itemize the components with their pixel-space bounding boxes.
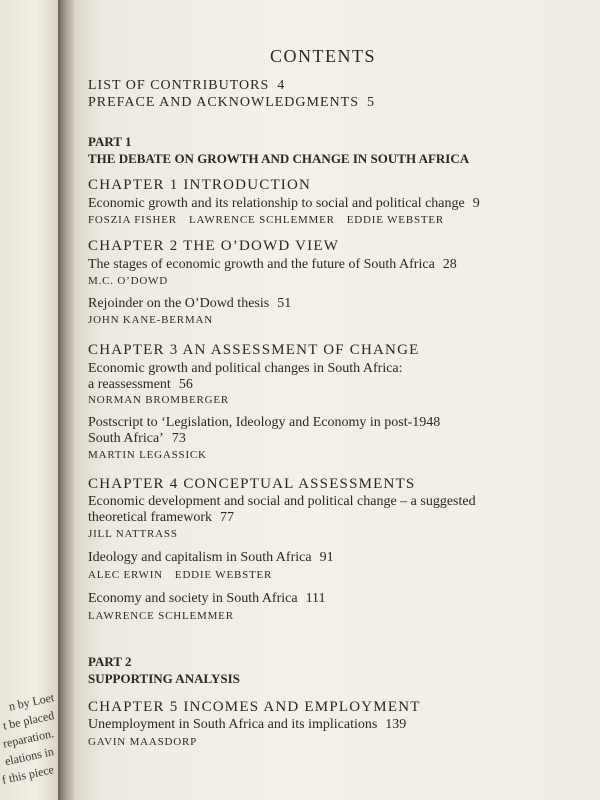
left-page-text-fragment: elations in	[3, 744, 56, 769]
author-name: EDDIE WEBSTER	[346, 214, 445, 226]
author-name: MARTIN LEGASSICK	[88, 449, 207, 461]
entry-title: Economic growth and political changes in South Africa:	[88, 361, 403, 376]
entry-title: Postscript to ‘Legislation, Ideology and Economy in post-1948	[88, 415, 441, 430]
left-page-text-fragment: f this piece	[0, 762, 56, 787]
page-number: 73	[171, 431, 186, 446]
page-number: 5	[366, 95, 375, 110]
author-name: ALEC ERWIN	[88, 569, 163, 581]
entry-title: a reassessment	[88, 377, 171, 392]
entry-title: Unemployment in South Africa and its implications	[88, 717, 378, 732]
page-number: 77	[220, 510, 234, 525]
part-label: PART 2	[88, 654, 132, 669]
chapter-entry	[88, 431, 186, 447]
author-name: FOSZIA FISHER	[88, 214, 177, 226]
chapter-entry	[88, 591, 326, 607]
left-page-text-fragment: n by Loet	[7, 690, 56, 714]
left-page-text-fragment: reparation.	[1, 726, 56, 751]
chapter-entry	[88, 717, 406, 733]
chapter-heading: CHAPTER 4 CONCEPTUAL ASSESSMENTS	[88, 476, 416, 492]
author-name: GAVIN MAASDORP	[88, 736, 198, 748]
page-number: 9	[472, 196, 480, 211]
author-line	[88, 569, 284, 581]
entry-label: LIST OF CONTRIBUTORS	[88, 78, 270, 93]
entry-title: Economic growth and its relationship to social and political change	[88, 196, 465, 211]
author-name: EDDIE WEBSTER	[174, 569, 273, 581]
author-name: JOHN KANE-BERMAN	[88, 314, 213, 326]
entry-title: theoretical framework	[88, 510, 212, 525]
chapter-heading: CHAPTER 1 INTRODUCTION	[88, 177, 312, 193]
entry-title: South Africa’	[88, 431, 164, 446]
entry-title: Economic development and social and political change – a suggested	[88, 494, 476, 509]
page-number: 56	[178, 377, 193, 392]
page-title: CONTENTS	[270, 46, 376, 66]
front-matter-entry	[88, 95, 375, 111]
page-number: 28	[442, 257, 457, 272]
part-title: SUPPORTING ANALYSIS	[88, 671, 240, 686]
page-number: 139	[385, 717, 407, 732]
chapter-entry	[88, 257, 457, 273]
chapter-heading: CHAPTER 2 THE O’DOWD VIEW	[88, 238, 340, 254]
chapter-entry	[88, 377, 193, 393]
front-matter-entry	[88, 78, 285, 94]
chapter-entry	[88, 296, 291, 312]
contents-page	[74, 0, 600, 800]
entry-title: Economy and society in South Africa	[88, 591, 298, 606]
chapter-entry	[88, 196, 480, 212]
entry-title: Rejoinder on the O’Dowd thesis	[88, 296, 270, 311]
author-name: LAWRENCE SCHLEMMER	[88, 610, 234, 622]
chapter-entry	[88, 550, 334, 566]
page-number: 4	[277, 78, 286, 93]
entry-title: The stages of economic growth and the future of South Africa	[88, 257, 435, 272]
author-line	[88, 214, 456, 226]
entry-label: PREFACE AND ACKNOWLEDGMENTS	[88, 95, 359, 110]
author-name: M.C. O’DOWD	[88, 275, 168, 287]
left-page-edge	[0, 0, 60, 800]
author-name: NORMAN BROMBERGER	[88, 394, 230, 406]
entry-title: Ideology and capitalism in South Africa	[88, 550, 312, 565]
page-number: 111	[305, 591, 326, 606]
chapter-entry	[88, 510, 234, 526]
author-name: JILL NATTRASS	[88, 528, 178, 540]
author-name: LAWRENCE SCHLEMMER	[188, 214, 335, 226]
part-title: THE DEBATE ON GROWTH AND CHANGE IN SOUTH AFRICA	[88, 151, 470, 166]
chapter-heading: CHAPTER 5 INCOMES AND EMPLOYMENT	[88, 699, 421, 715]
part-label: PART 1	[88, 134, 132, 149]
left-page-text-fragment: t be placed	[1, 708, 56, 733]
page-number: 51	[277, 296, 292, 311]
page-number: 91	[319, 550, 334, 565]
chapter-heading: CHAPTER 3 AN ASSESSMENT OF CHANGE	[88, 342, 420, 358]
